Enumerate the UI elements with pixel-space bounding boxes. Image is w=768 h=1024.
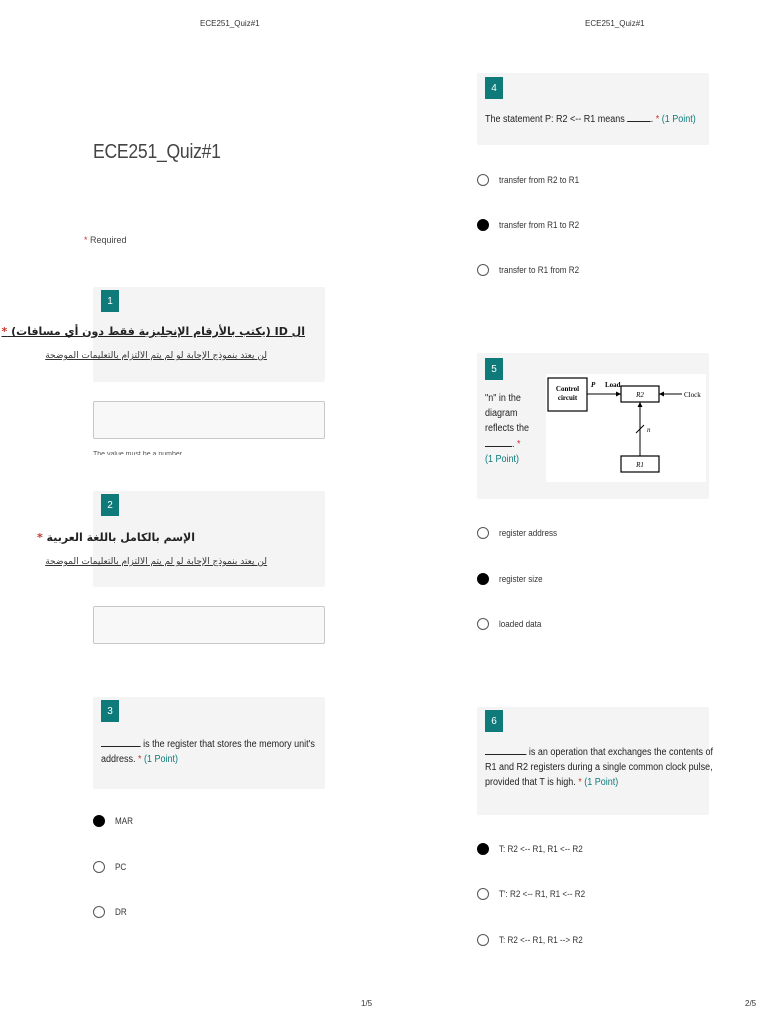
radio-unselected[interactable] [477, 618, 489, 630]
question-text [485, 744, 719, 790]
required-star: * [578, 777, 582, 788]
r2-label: R2 [636, 391, 644, 399]
question-points: (1 Point) [584, 777, 619, 788]
required-star: * [655, 114, 660, 125]
option-dr[interactable] [93, 906, 128, 918]
n-label: n [647, 426, 651, 434]
question-text-line1: "n" in the [485, 393, 521, 404]
question-text-line1: is the register that stores the memory unit's [140, 739, 315, 750]
radio-unselected[interactable] [477, 888, 489, 900]
question-number-badge: 4 [485, 77, 503, 99]
option-label: loaded data [499, 619, 542, 629]
question-card-6 [477, 707, 714, 815]
question-points: (1 Point) [661, 114, 696, 125]
validation-hint: The value must be a number [93, 451, 183, 455]
required-star: * [84, 235, 88, 245]
question-note: لن يعتد بنموذج الإجابة لو لم يتم الالتزام بالتعليمات الموضحة [45, 351, 267, 361]
option-label: register address [499, 528, 558, 538]
option-swap-wrong-arrow[interactable] [477, 934, 592, 946]
radio-unselected[interactable] [477, 174, 489, 186]
option-label: T: R2 <-- R1, R1 --> R2 [499, 935, 583, 945]
question-text-before: The statement P: R2 <-- R1 means [485, 114, 628, 125]
question-note: لن يعتد بنموذج الإجابة لو لم يتم الالتزام بالتعليمات الموضحة [45, 557, 267, 567]
page-number-right: 2/5 [745, 999, 757, 1008]
form-title: ECE251_Quiz#1 [93, 141, 221, 163]
name-input[interactable] [93, 606, 325, 644]
question-card-2 [36, 491, 325, 587]
required-star: * [1, 325, 8, 338]
required-star: * [517, 439, 521, 450]
question-number-badge: 3 [101, 700, 119, 722]
radio-unselected[interactable] [93, 861, 105, 873]
question-text-line3: provided that T is high. [485, 777, 576, 788]
option-label: MAR [115, 816, 133, 826]
question-title [2, 325, 306, 338]
required-star: * [138, 754, 142, 765]
answer-blank [485, 744, 526, 755]
option-r1-to-r2[interactable] [477, 219, 588, 231]
question-title-text: ال ID (يكتب بالأرقام الإنجليزية فقط دون أي مسافات) [11, 325, 305, 338]
question-text-line3: reflects the [485, 423, 530, 434]
radio-unselected[interactable] [477, 527, 489, 539]
option-label: register size [499, 574, 543, 584]
page-number-left: 1/5 [361, 999, 373, 1008]
register-diagram [546, 374, 706, 482]
question-text-line2: address. [101, 754, 136, 765]
load-label: Load [605, 381, 621, 389]
r1-label: R1 [636, 461, 644, 469]
page-header-left: ECE251_Quiz#1 [200, 19, 260, 28]
radio-unselected[interactable] [93, 906, 105, 918]
radio-selected[interactable] [93, 815, 105, 827]
control-circuit-label-line1: Control [555, 385, 580, 393]
control-circuit-label-line2: circuit [557, 394, 578, 402]
option-label: transfer to R1 from R2 [499, 265, 580, 275]
p-label: P [591, 381, 596, 389]
radio-unselected[interactable] [477, 934, 489, 946]
required-star: * [36, 531, 43, 544]
question-text-line2: diagram [485, 408, 518, 419]
option-pc[interactable] [93, 861, 128, 873]
question-number-badge: 5 [485, 358, 503, 380]
option-register-size[interactable] [477, 573, 548, 585]
question-points: (1 Point) [485, 454, 520, 465]
option-label: transfer from R2 to R1 [499, 175, 580, 185]
option-label: DR [115, 907, 127, 917]
radio-selected[interactable] [477, 573, 489, 585]
option-to-r1-from-r2[interactable] [477, 264, 588, 276]
page-header-right: ECE251_Quiz#1 [585, 19, 645, 28]
answer-blank [627, 111, 650, 122]
radio-selected[interactable] [477, 219, 489, 231]
question-text-line1: is an operation that exchanges the contents of [526, 747, 714, 758]
question-title-text: الإسم بالكامل باللغة العربية [46, 531, 195, 544]
answer-blank [101, 736, 141, 747]
question-number-badge: 2 [101, 494, 119, 516]
option-label: transfer from R1 to R2 [499, 220, 580, 230]
radio-unselected[interactable] [477, 264, 489, 276]
question-text [101, 736, 326, 767]
id-input[interactable] [93, 401, 325, 439]
question-text [485, 111, 719, 127]
question-card-1 [1, 287, 325, 382]
question-text-line2: R1 and R2 registers during a single common clock pulse, [485, 762, 713, 773]
question-number-badge: 1 [101, 290, 119, 312]
option-label: T': R2 <-- R1, R1 <-- R2 [499, 889, 586, 899]
question-text [485, 391, 548, 467]
option-mar[interactable] [93, 815, 135, 827]
radio-selected[interactable] [477, 843, 489, 855]
load-arrow [616, 392, 621, 397]
question-title [37, 531, 195, 544]
question-text-after: . [650, 114, 654, 125]
option-loaded-data[interactable] [477, 618, 546, 630]
option-register-address[interactable] [477, 527, 564, 539]
clock-label: Clock [684, 391, 701, 399]
data-bus-arrow [638, 402, 643, 407]
question-text-line4: . [512, 439, 515, 450]
option-swap-tprime[interactable] [477, 888, 595, 900]
question-card-5 [477, 353, 709, 499]
option-r2-to-r1[interactable] [477, 174, 588, 186]
option-label: PC [115, 862, 127, 872]
option-swap-correct[interactable] [477, 843, 592, 855]
question-number-badge: 6 [485, 710, 503, 732]
question-card-3 [93, 697, 325, 789]
question-points: (1 Point) [144, 754, 179, 765]
required-label: Required [90, 235, 127, 245]
answer-blank [485, 436, 512, 447]
option-label: T: R2 <-- R1, R1 <-- R2 [499, 844, 583, 854]
clock-arrow [659, 392, 664, 397]
register-diagram-svg [546, 374, 706, 482]
required-legend [84, 235, 127, 245]
question-card-4 [477, 73, 709, 145]
